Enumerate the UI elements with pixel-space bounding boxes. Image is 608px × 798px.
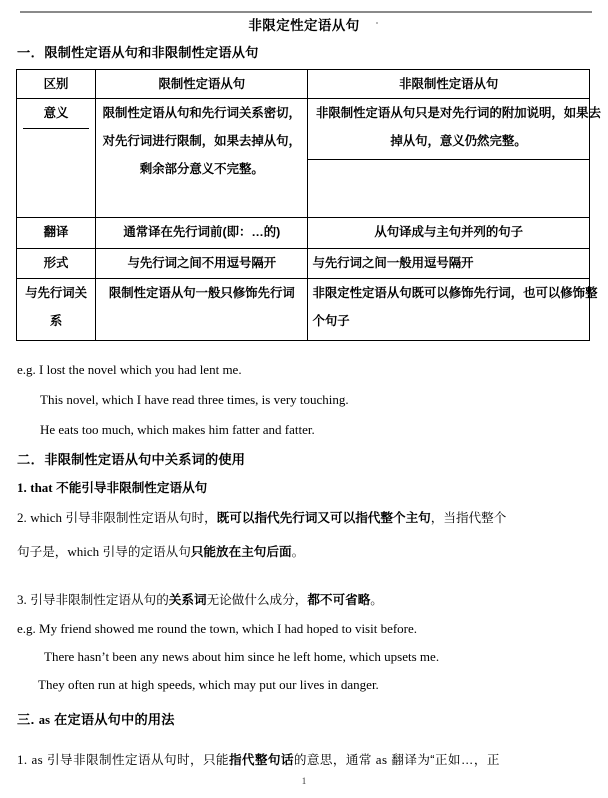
- table-header-cell-restrictive: [96, 70, 308, 99]
- rule-item-3: [17, 590, 383, 610]
- rule-3-text-b: 无论做什么成分，: [206, 593, 308, 607]
- header-label-nonrestrictive: 非限制性定语从句: [399, 77, 499, 91]
- as-rule-1-text-c: 翻译为“正如…，正: [391, 753, 500, 767]
- rule-3-text-a: 引导非限制性定语从句的: [30, 593, 169, 607]
- cell-meaning-restrictive: [96, 99, 308, 218]
- as-rule-1-number: 1.: [17, 752, 28, 767]
- cell-translation-nonrestrictive: [308, 218, 590, 249]
- section-heading-3: [17, 710, 175, 730]
- cell-translation-restrictive: [96, 218, 308, 249]
- rule-2-keyword: which: [30, 510, 63, 525]
- as-rule-item-1: [17, 750, 500, 770]
- section-3-keyword: as: [38, 713, 51, 727]
- section-heading-1: [17, 43, 259, 62]
- rule-2-text-a: 引导非限制性定语从句时，: [65, 511, 217, 525]
- rule-1-number: 1.: [17, 480, 27, 495]
- row-label-meaning-text: 意义: [43, 106, 69, 120]
- title-artifact-dot: [376, 22, 378, 24]
- rule-item-1: [17, 478, 207, 498]
- example-text: He eats too much, which makes him fatter and fatter.: [40, 422, 315, 437]
- rule-2-line2-keyword: which: [67, 544, 100, 559]
- table-header-cell-nonrestrictive: [308, 70, 590, 99]
- rule-1-keyword: that: [30, 480, 53, 495]
- example-line: [38, 675, 379, 694]
- row-label-antecedent-relation: [17, 279, 96, 341]
- cell-translation-nonrestrictive-text: 从句译成与主句并列的句子: [374, 225, 524, 239]
- rule-2-line2-text-c: 。: [291, 545, 305, 559]
- rule-3-emphasis-b: 都不可省略: [307, 593, 371, 607]
- rule-2-emphasis-a: 既可以指代先行词又可以指代整个主句: [216, 511, 431, 525]
- rule-3-number: 3.: [17, 592, 27, 607]
- example-line: [44, 647, 439, 666]
- rule-1-text: 不能引导非限制性定语从句: [56, 481, 208, 495]
- cell-form-restrictive-text: 与先行词之间不用逗号隔开: [127, 256, 277, 270]
- rule-item-2-line-1: [17, 508, 506, 528]
- cell-relation-nonrestrictive-text: 非限定性定语从句既可以修饰先行词，也可以修饰整个句子: [312, 286, 598, 328]
- cell-meaning-restrictive-text: 限制性定语从句和先行词关系密切，对先行词进行限制，如果去掉从句，剩余部分意义不完整。: [102, 106, 301, 176]
- example-line: [40, 390, 349, 409]
- rule-3-text-c: 。: [370, 593, 383, 607]
- example-lead: e.g.: [17, 621, 36, 636]
- row-label-form: [17, 249, 96, 279]
- example-line: [40, 420, 315, 439]
- table-row-form: [17, 249, 590, 279]
- example-text: They often run at high speeds, which may put our lives in danger.: [38, 677, 379, 692]
- row-label-translation: [17, 218, 96, 249]
- section-1-marker: 一．: [17, 45, 45, 60]
- table-row-translation: [17, 218, 590, 249]
- cell-relation-restrictive-text: 限制性定语从句一般只修饰先行词: [108, 286, 295, 300]
- table-row-antecedent-relation: [17, 279, 590, 341]
- comparison-table: [16, 69, 601, 341]
- section-3-marker: 三.: [17, 712, 35, 727]
- as-rule-1-keyword: as: [31, 752, 44, 767]
- rule-2-line2-text-a: 句子是，: [17, 545, 68, 559]
- table-row-meaning: [17, 99, 590, 218]
- cell-meaning-nonrestrictive-text: 非限制性定语从句只是对先行词的附加说明，如果去掉从句，意义仍然完整。: [315, 106, 601, 148]
- cell-relation-nonrestrictive: [308, 279, 598, 341]
- cell-translation-restrictive-text: 通常译在先行词前(即：…的): [123, 225, 281, 239]
- row-label-form-text: 形式: [43, 256, 69, 270]
- as-rule-1-keyword-2: as: [375, 752, 388, 767]
- table-header-cell-distinction: [17, 70, 96, 99]
- rule-2-text-b: ，当指代整个: [430, 511, 507, 525]
- section-heading-2: [17, 450, 245, 469]
- as-rule-1-text-b: 的意思，通常: [293, 753, 372, 767]
- example-text: There hasn’t been any news about him since he left home, which upsets me.: [44, 649, 440, 664]
- cell-meaning-nonrestrictive: [308, 99, 601, 218]
- rule-2-line2-emphasis: 只能放在主句后面: [190, 545, 292, 559]
- row-label-meaning: [17, 99, 96, 218]
- cell-sub-divider: [308, 159, 589, 160]
- rule-2-number: 2.: [17, 510, 27, 525]
- example-text: I lost the novel which you had lent me.: [39, 362, 242, 377]
- section-2-marker: 二．: [17, 452, 45, 467]
- page-title: 非限定性定语从句: [248, 18, 360, 33]
- example-line: [17, 619, 417, 638]
- example-lead: e.g.: [17, 362, 36, 377]
- cell-sub-divider: [23, 128, 89, 129]
- row-label-antecedent-relation-text: 与先行词关系: [25, 286, 88, 328]
- as-rule-1-text-a: 引导非限制性定语从句时，只能: [47, 753, 229, 767]
- section-2-title: 非限制性定语从句中关系词的使用: [44, 452, 246, 467]
- section-1-title: 限制性定语从句和非限制性定语从句: [44, 45, 259, 60]
- rule-2-line2-text-b: 引导的定语从句: [102, 545, 191, 559]
- cell-relation-restrictive: [96, 279, 308, 341]
- cell-form-nonrestrictive-text: 与先行词之间一般用逗号隔开: [312, 256, 474, 270]
- rule-3-emphasis-a: 关系词: [168, 593, 207, 607]
- cell-form-restrictive: [96, 249, 308, 279]
- rule-item-2-line-2: [17, 542, 304, 562]
- table-header-row: [17, 70, 590, 99]
- example-text: My friend showed me round the town, which I had hoped to visit before.: [39, 621, 418, 636]
- cell-form-nonrestrictive: [308, 249, 590, 279]
- example-line: [17, 360, 242, 379]
- page-number: 1: [301, 776, 307, 786]
- header-label-distinction: 区别: [43, 77, 69, 91]
- header-label-restrictive: 限制性定语从句: [158, 77, 246, 91]
- header-rule: [20, 11, 592, 13]
- section-3-title: 在定语从句中的用法: [54, 712, 175, 727]
- as-rule-1-emphasis: 指代整句话: [228, 753, 294, 767]
- row-label-translation-text: 翻译: [43, 225, 69, 239]
- example-text: This novel, which I have read three times, is very touching.: [40, 392, 349, 407]
